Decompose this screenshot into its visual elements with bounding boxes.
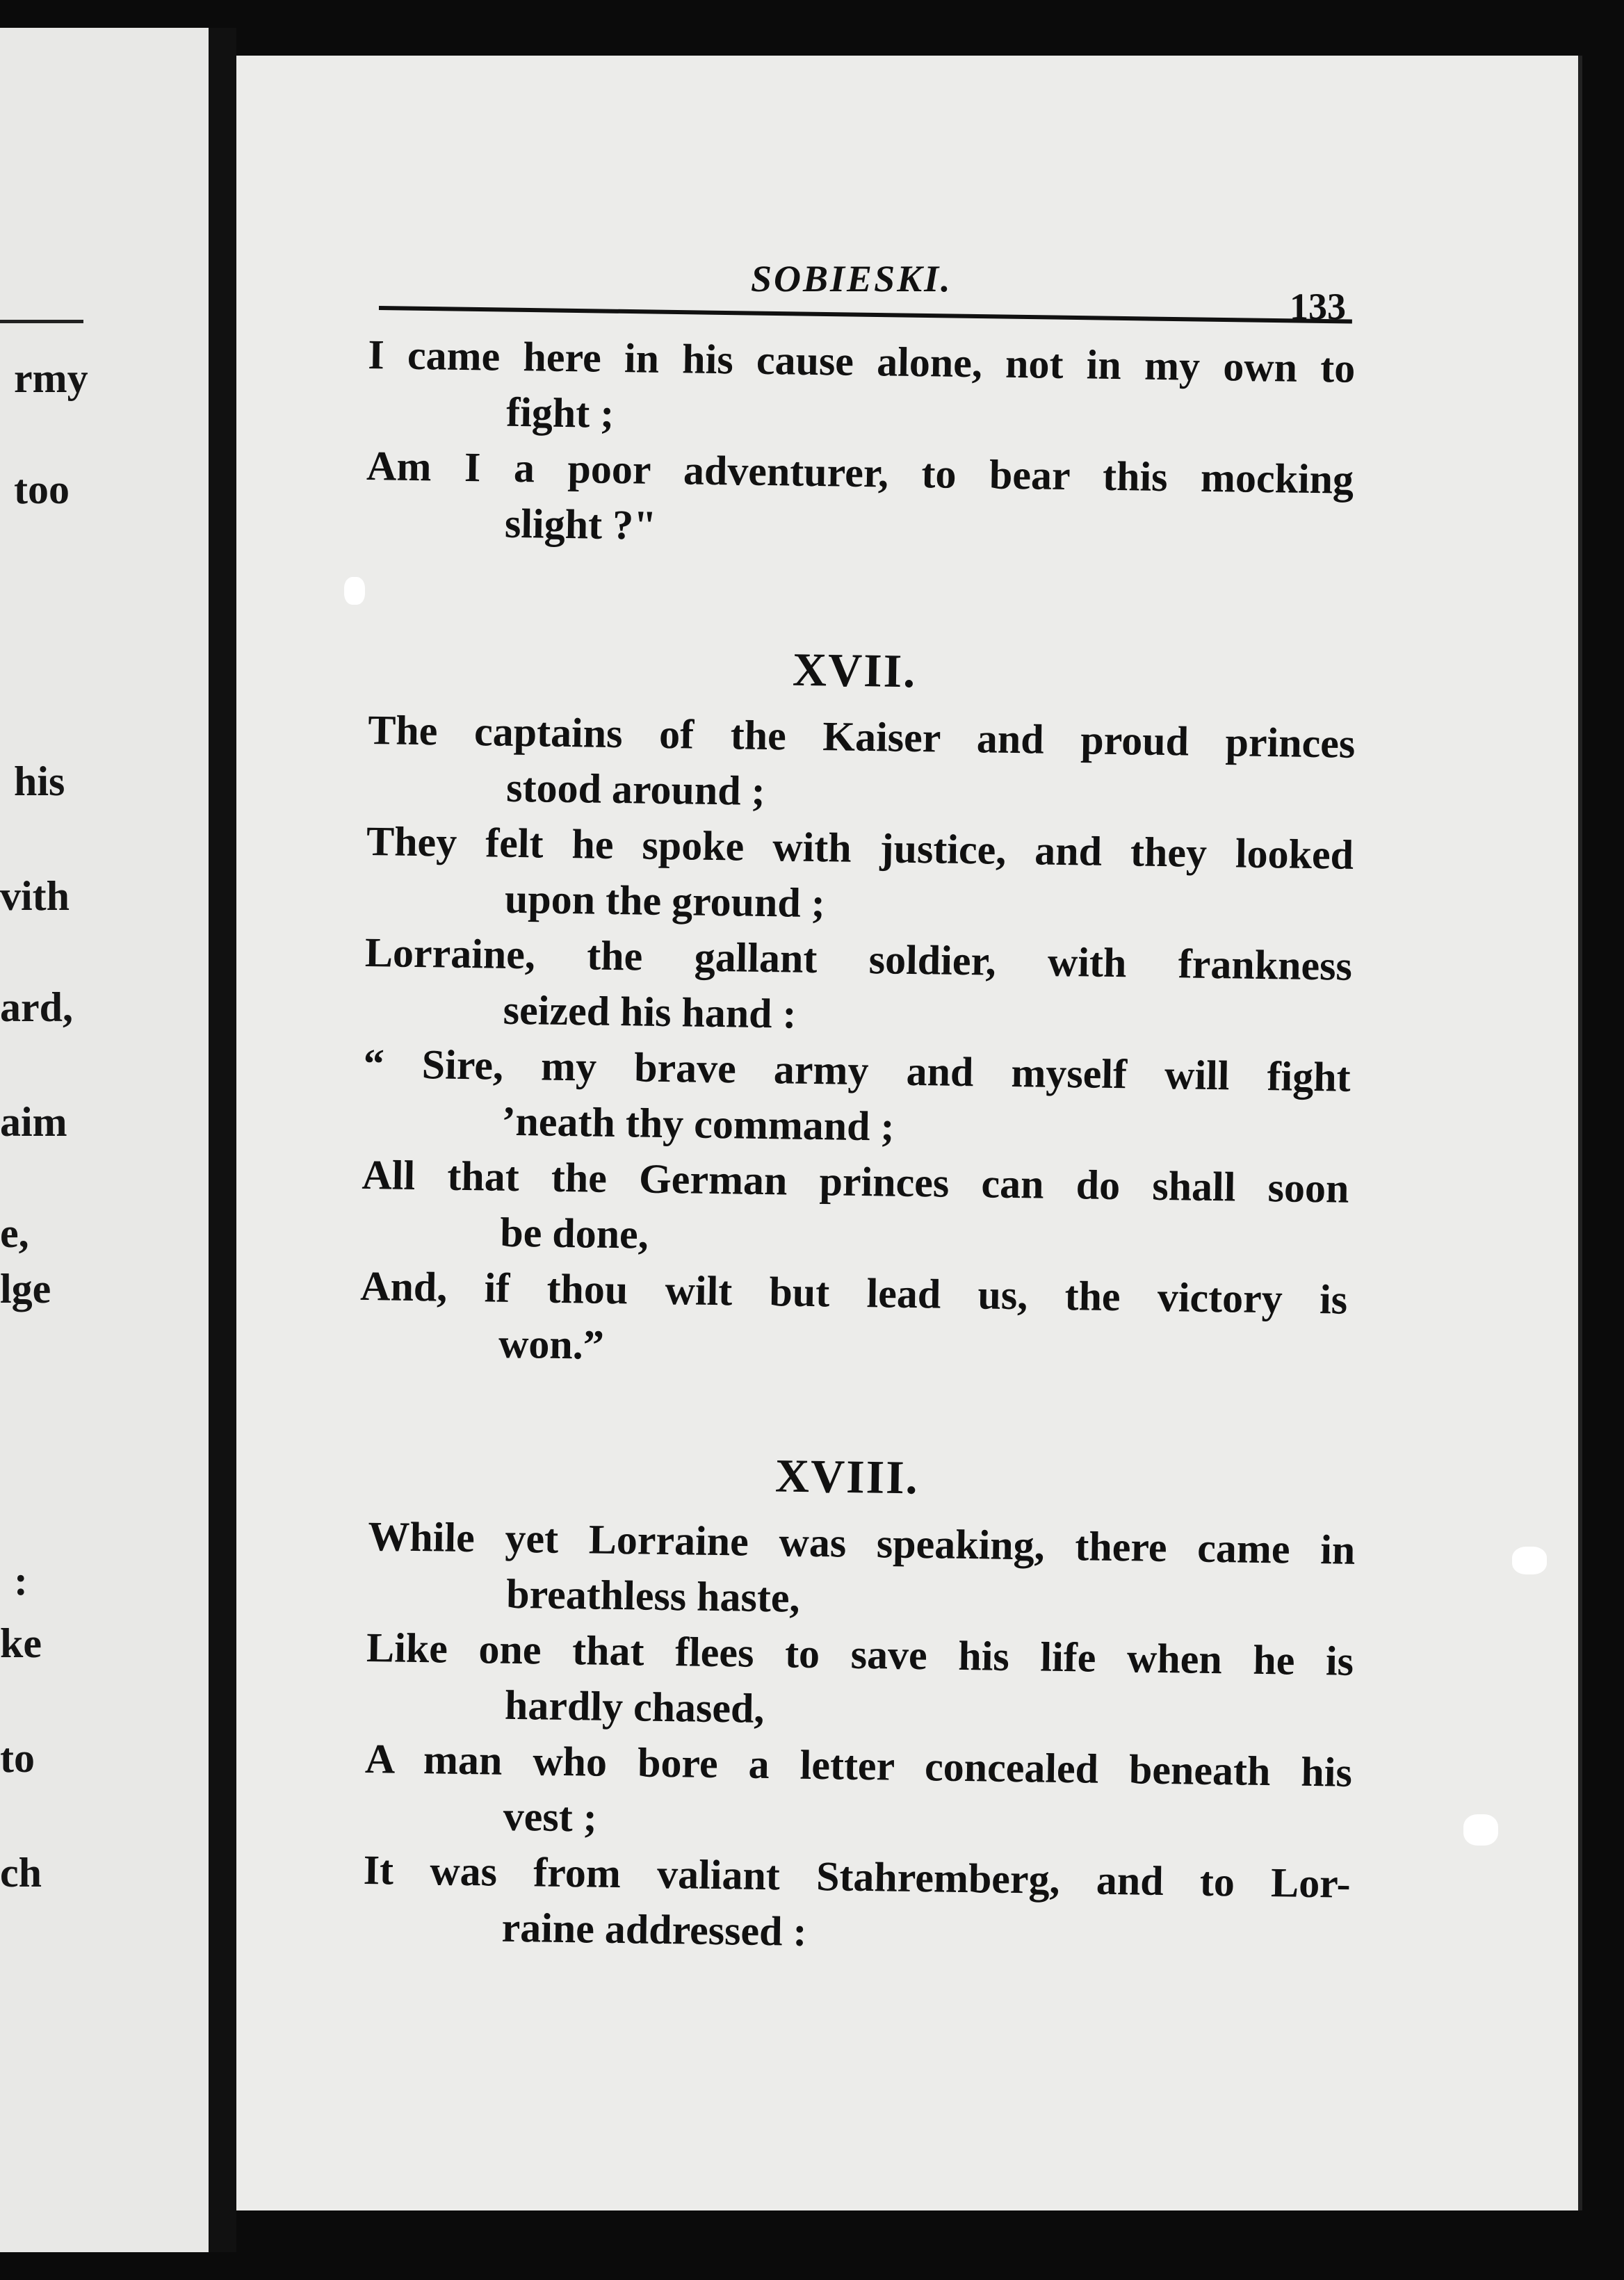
left-fragment: rmy <box>14 355 88 401</box>
book-gutter <box>209 28 236 2252</box>
verse-line-continuation: fight ; <box>505 389 615 437</box>
left-fragment: vith <box>0 873 70 919</box>
verse-line-first: A man who bore a letter concealed beneath his <box>364 1735 1353 1795</box>
verse-line <box>361 1147 1349 1272</box>
verse-line-continuation: ’neath thy command ; <box>501 1098 895 1150</box>
scan-speck <box>1512 1547 1547 1574</box>
verse-line-continuation: seized his hand : <box>503 986 797 1037</box>
verse-line-first: I came here in his cause alone, not in my own to <box>367 331 1356 391</box>
left-fragment: e, <box>0 1210 29 1256</box>
verse-line-continuation: raine addressed : <box>501 1904 807 1955</box>
stanza-xvii <box>359 702 1356 1383</box>
verse-line-first: They felt he spoke with justice, and they looked <box>366 817 1354 878</box>
verse-line-first: Lorraine, the gallant soldier, with frankness <box>364 929 1353 989</box>
verse-line-first: While yet Lorraine was speaking, there came in <box>367 1513 1356 1573</box>
left-fragment: ch <box>0 1850 42 1896</box>
verse-line-continuation: be done, <box>499 1209 649 1257</box>
verse-line-continuation: won.” <box>498 1320 605 1368</box>
verse-line <box>359 1258 1348 1383</box>
left-fragment: lge <box>0 1266 51 1312</box>
verse-line-continuation: hardly chased, <box>504 1681 765 1732</box>
verse-line-first: The captains of the Kaiser and proud princes <box>367 706 1356 767</box>
verse-line-continuation: breathless haste, <box>505 1570 800 1621</box>
left-fragment: to <box>0 1735 35 1781</box>
verse-line-first: It was from valiant Stahremberg, and to Lor- <box>363 1846 1351 1907</box>
verse-line-first: Like one that flees to save his life when he is <box>366 1624 1354 1684</box>
verse-line <box>367 702 1356 827</box>
page-number: 133 <box>1290 286 1346 327</box>
scan-speck <box>344 577 365 605</box>
verse-line-first: All that the German princes can do shall soon <box>362 1151 1349 1212</box>
section-number: XVIII. <box>774 1449 920 1504</box>
verse-line-continuation: stood around ; <box>505 764 766 814</box>
verse-line <box>366 813 1354 938</box>
verse-line-first: And, if thou wilt but lead us, the victory is <box>359 1262 1348 1323</box>
running-head: SOBIESKI. <box>751 258 952 300</box>
verse-line <box>367 1508 1356 1634</box>
verse-line-continuation: vest ; <box>503 1793 598 1841</box>
left-page-rule <box>0 320 83 323</box>
left-fragment: ard, <box>0 984 73 1030</box>
left-fragment: : <box>14 1558 28 1604</box>
verse-line <box>362 1842 1351 1967</box>
stanza-xviii <box>362 1508 1356 1967</box>
left-fragment: aim <box>0 1099 67 1145</box>
verse-line-continuation: slight ?" <box>504 500 657 548</box>
verse-line <box>364 1731 1352 1856</box>
left-page <box>0 28 216 2252</box>
left-fragment: ke <box>0 1620 42 1666</box>
left-fragment: too <box>14 466 70 512</box>
verse-line <box>366 438 1354 563</box>
verse-line-first: “ Sire, my brave army and myself will fight <box>363 1040 1351 1100</box>
verse-line <box>366 1620 1354 1745</box>
verse-line-first: Am I a poor adventurer, to bear this mocking <box>366 442 1354 503</box>
left-fragment: his <box>14 758 65 804</box>
verse-line <box>367 327 1356 452</box>
section-number: XVII. <box>792 642 917 698</box>
verse-line-continuation: upon the ground ; <box>504 875 826 927</box>
verse-line <box>362 1036 1351 1161</box>
stanza-continued <box>366 327 1356 563</box>
verse-line <box>364 925 1352 1050</box>
scan-speck <box>1463 1814 1498 1846</box>
